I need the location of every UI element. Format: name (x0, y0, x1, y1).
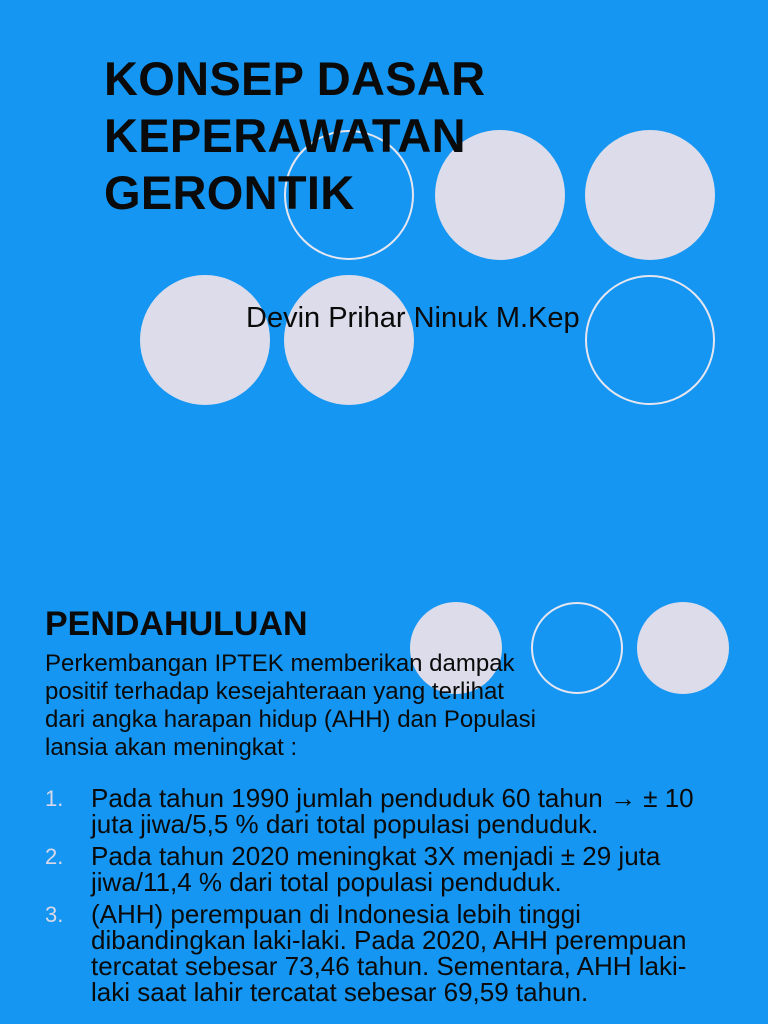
section-heading: PENDAHULUAN (45, 605, 308, 643)
numbered-list (45, 785, 765, 1011)
author-name: Devin Prihar Ninuk M.Kep (246, 302, 580, 334)
list-line: juta jiwa/5,5 % dari total populasi penduduk. (91, 809, 599, 839)
list-line: jiwa/11,4 % dari total populasi penduduk. (91, 867, 562, 897)
decor-circle-filled (140, 275, 270, 405)
title-line: GERONTIK (104, 166, 355, 219)
list-text (91, 901, 765, 1005)
list-line: Pada tahun 1990 jumlah penduduk 60 tahun → ± 10 (91, 783, 694, 813)
list-line: Pada tahun 2020 meningkat 3X menjadi ± 29 juta (91, 841, 661, 871)
intro-line: Perkembangan IPTEK memberikan dampak (45, 650, 515, 677)
intro-line: lansia akan meningkat : (45, 734, 298, 761)
intro-line: positif terhadap kesejahteraan yang terlihat (45, 678, 504, 705)
decor-circle-filled (637, 602, 729, 694)
content-slide (0, 512, 768, 1024)
list-item (45, 785, 765, 837)
intro-line: dari angka harapan hidup (AHH) dan Populasi (45, 706, 536, 733)
title-line: KEPERAWATAN (104, 109, 466, 162)
slide-title (104, 50, 485, 221)
decor-circle-outline (531, 602, 623, 694)
list-line: tercatat sebesar 73,46 tahun. Sementara, AHH laki- (91, 951, 687, 981)
decor-circle-filled (585, 130, 715, 260)
decor-circle-filled (284, 275, 414, 405)
list-number: 2. (45, 844, 64, 869)
decor-circle-outline (585, 275, 715, 405)
list-text (91, 785, 765, 837)
title-line: KONSEP DASAR (104, 52, 486, 105)
list-item (45, 843, 765, 895)
intro-paragraph (45, 650, 536, 762)
list-line: (AHH) perempuan di Indonesia lebih tinggi (91, 899, 581, 929)
list-text (91, 843, 765, 895)
list-number: 3. (45, 902, 64, 927)
list-number: 1. (45, 786, 64, 811)
list-line: laki saat lahir tercatat sebesar 69,59 tahun. (91, 977, 589, 1007)
list-line: dibandingkan laki-laki. Pada 2020, AHH perempuan (91, 925, 687, 955)
list-item (45, 901, 765, 1005)
